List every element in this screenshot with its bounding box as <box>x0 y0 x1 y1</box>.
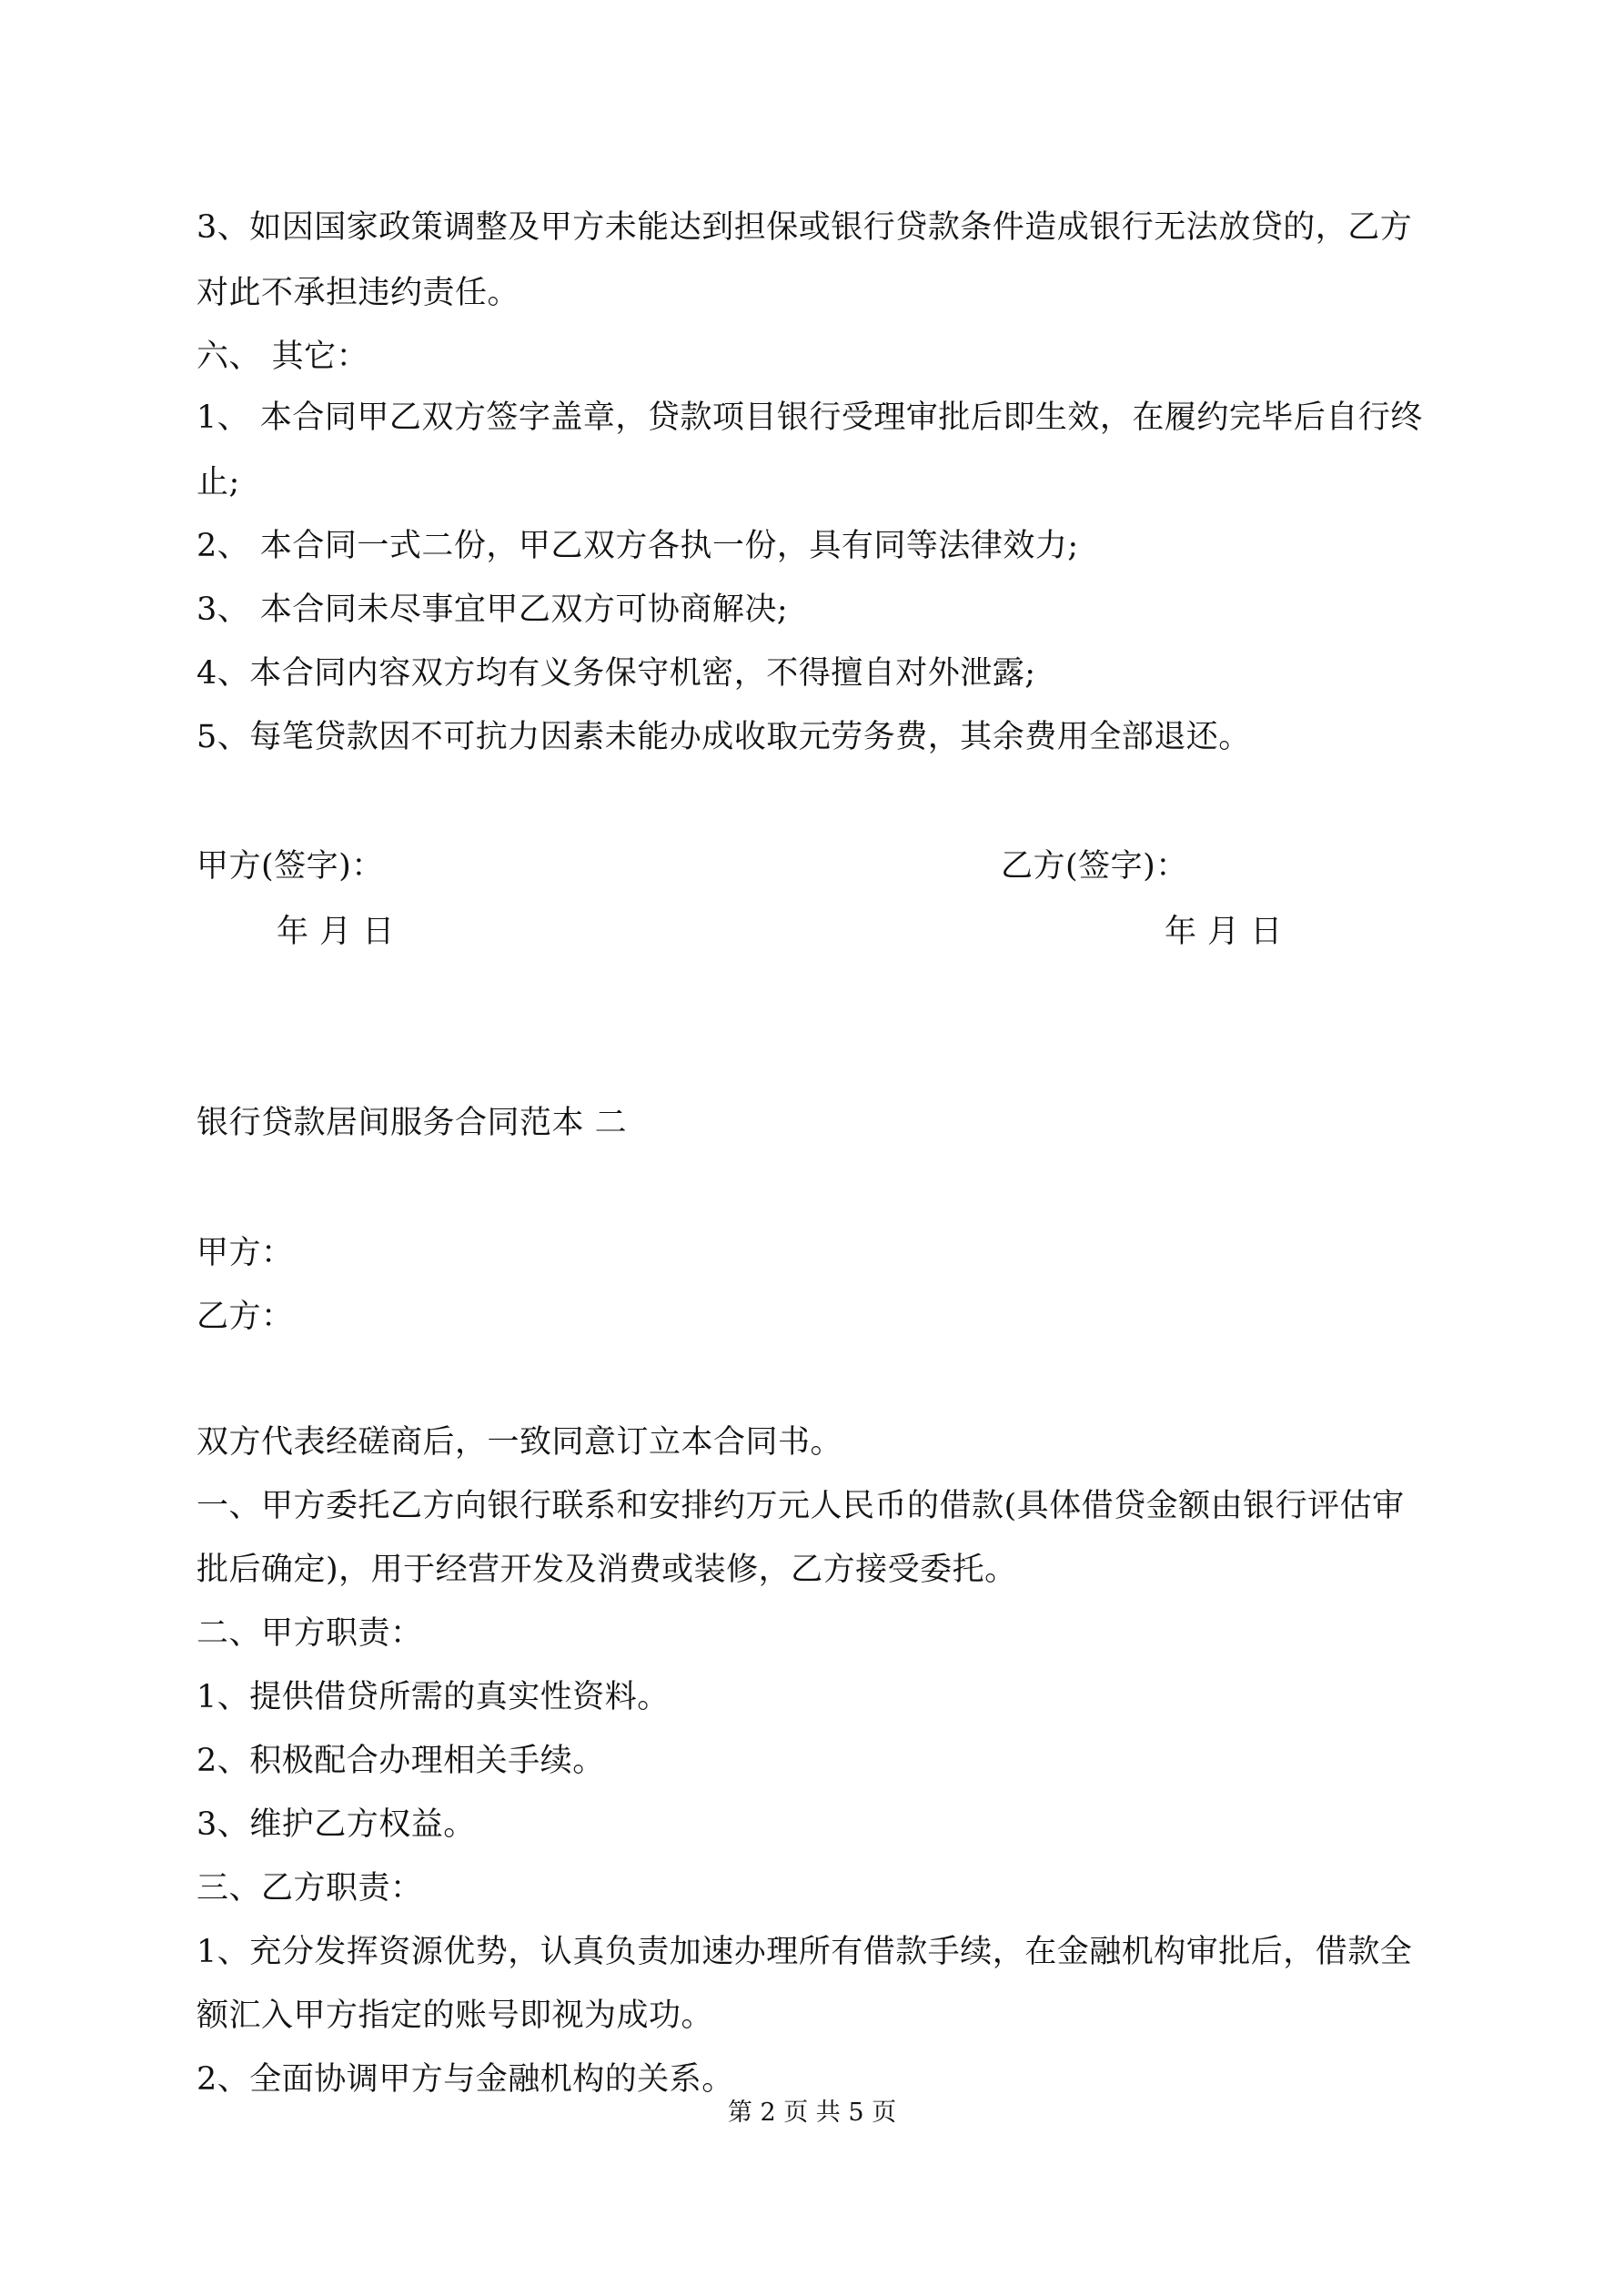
sec6-heading: 六、 其它： <box>197 339 369 375</box>
sec6-item2: 2、 本合同一式二份，甲乙双方各执一份，具有同等法律效力; <box>197 528 1079 564</box>
c2-sec2-item3: 3、维护乙方权益。 <box>197 1806 476 1843</box>
sec6-item1-line2: 止; <box>197 464 240 501</box>
c2-sec2-item1: 1、提供借贷所需的真实性资料。 <box>197 1679 670 1715</box>
sign-date-a: 年 月 日 <box>277 914 395 950</box>
sec6-item1-line1: 1、 本合同甲乙双方签字盖章，贷款项目银行受理审批后即生效，在履约完毕后自行终 <box>197 400 1423 436</box>
sign-date-b: 年 月 日 <box>1165 914 1283 950</box>
sec6-item5: 5、每笔贷款因不可抗力因素未能办成收取元劳务费，其余费用全部退还。 <box>197 719 1251 755</box>
c2-sec3-item1-line1: 1、充分发挥资源优势，认真负责加速办理所有借款手续，在金融机构审批后，借款全 <box>197 1934 1413 1970</box>
c2-sec3-heading: 三、乙方职责： <box>197 1870 423 1907</box>
sec6-item3: 3、 本合同未尽事宜甲乙双方可协商解决; <box>197 592 789 628</box>
c2-sec1-line2: 批后确定)，用于经营开发及消费或装修，乙方接受委托。 <box>197 1552 1017 1588</box>
sign-party-b: 乙方(签字)： <box>1001 848 1188 885</box>
c2-sec3-item2: 2、全面协调甲方与金融机构的关系。 <box>197 2061 734 2098</box>
contract2-intro: 双方代表经磋商后，一致同意订立本合同书。 <box>197 1424 843 1461</box>
sign-party-a: 甲方(签字)： <box>197 848 384 885</box>
page-number-footer: 第 2 页 共 5 页 <box>727 2099 897 2127</box>
sec6-item4: 4、本合同内容双方均有义务保守机密，不得擅自对外泄露; <box>197 655 1036 692</box>
c2-sec1-line1: 一、甲方委托乙方向银行联系和安排约万元人民币的借款(具体借贷金额由银行评估审 <box>197 1488 1405 1524</box>
contract2-party-b: 乙方： <box>197 1299 294 1335</box>
c2-sec2-item2: 2、积极配合办理相关手续。 <box>197 1743 605 1779</box>
contract2-party-a: 甲方： <box>197 1235 294 1271</box>
c2-sec3-item1-line2: 额汇入甲方指定的账号即视为成功。 <box>197 1998 714 2034</box>
sec5-item3-line1: 3、如因国家政策调整及甲方未能达到担保或银行贷款条件造成银行无法放贷的，乙方 <box>197 209 1413 246</box>
sec5-item3-line2: 对此不承担违约责任。 <box>197 275 520 311</box>
c2-sec2-heading: 二、甲方职责： <box>197 1615 423 1652</box>
contract2-title: 银行贷款居间服务合同范本 二 <box>197 1105 628 1141</box>
